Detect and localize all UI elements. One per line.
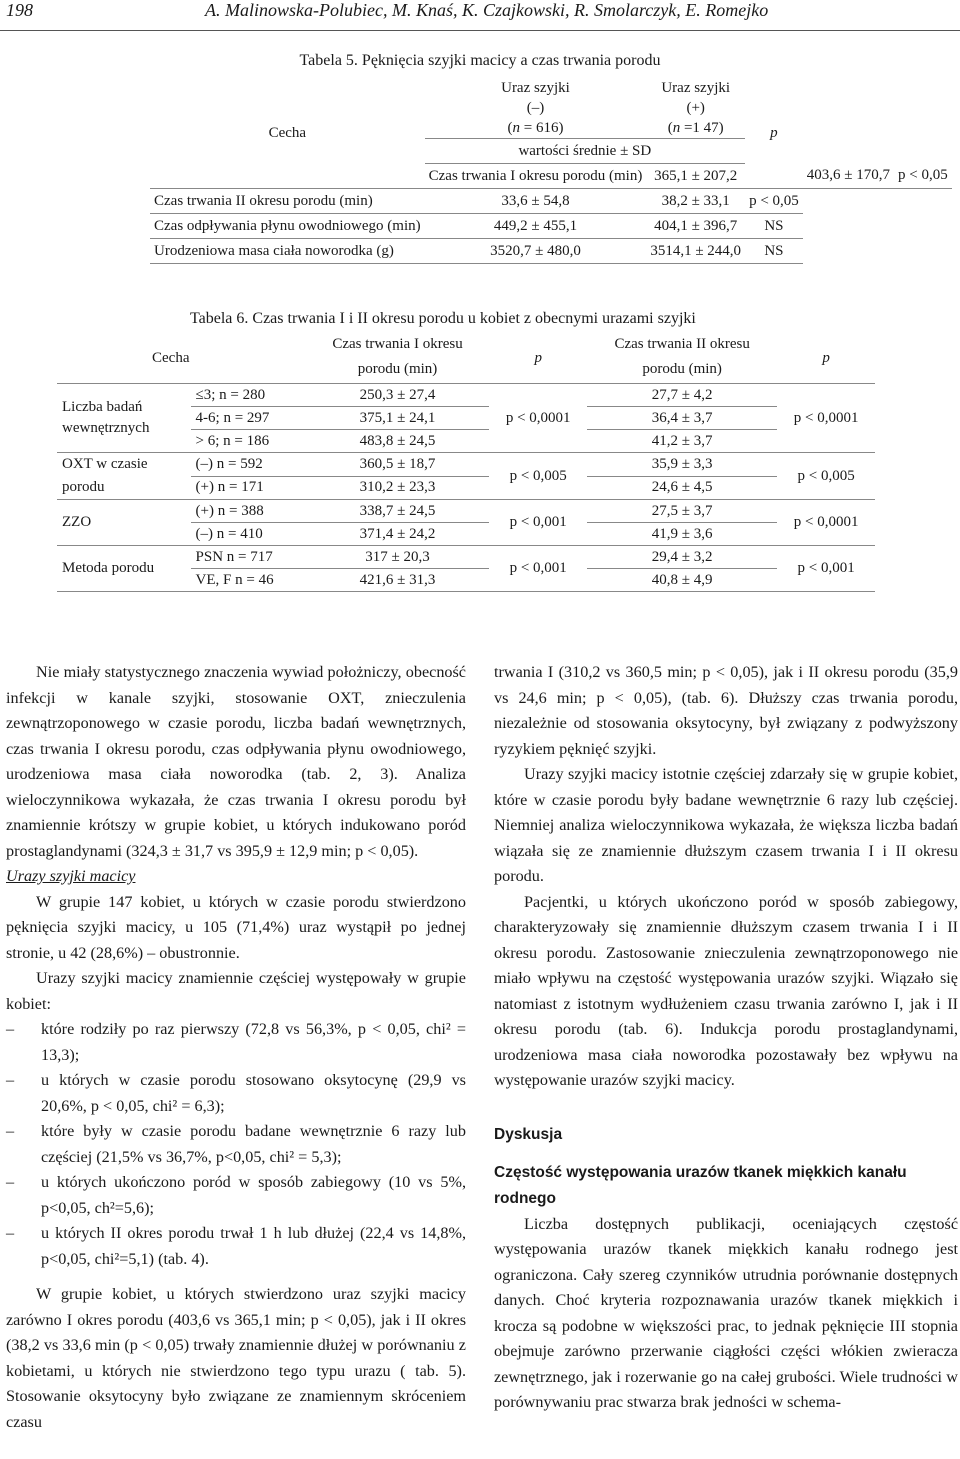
table6-group-label-line1: Liczba badań (62, 399, 143, 415)
table6-value2: 27,7 ± 4,2 (587, 384, 777, 407)
table6-value1: 483,8 ± 24,5 (306, 430, 490, 453)
list-item (6, 1170, 466, 1221)
table6-col2-header-line2: porodu (min) (587, 355, 777, 384)
table6-value2: 29,4 ± 3,2 (651, 548, 713, 565)
bullet-dash: – (6, 1122, 15, 1140)
table6-p2: p < 0,0001 (777, 500, 875, 546)
list-item-text: u których II okres porodu trwał 1 h lub dłużej (22,4 vs 14,8%, p<0,05, chi²=5,1) (tab. 4). (41, 1224, 466, 1268)
table5 (150, 78, 952, 264)
table6-subgroup: > 6; n = 186 (191, 430, 306, 453)
table6-p2-header (777, 333, 875, 384)
running-header-authors: A. Malinowska-Polubiec, M. Knaś, K. Czajkowski, R. Smolarczyk, E. Romejko (205, 0, 769, 20)
table5-row-label: Urodzeniowa masa ciała noworodka (g) (150, 239, 425, 264)
table6-group-label (57, 500, 191, 546)
table6-subgroup: 4-6; n = 297 (191, 407, 306, 430)
table5-cell-neg: 3520,7 ± 480,0 (425, 239, 647, 264)
table6-subgroup: VE, F n = 46 (191, 569, 306, 592)
table6-subgroup: PSN n = 717 (195, 548, 273, 565)
table5-pos-line1: Uraz szyjki (661, 80, 731, 96)
left-paragraph-3: Urazy szyjki macicy znamiennie częściej występowały w grupie kobiet: (6, 969, 466, 1013)
table6-value1: 310,2 ± 23,3 (306, 476, 490, 500)
table5-row-label: Czas trwania II okresu porodu (min) (150, 189, 425, 214)
table5-col-positive-header (646, 78, 745, 139)
table5-neg-n-value: = 616) (519, 120, 564, 136)
list-item-text: u których ukończono poród w sposób zabiegowy (10 vs 5%, p<0,05, ch²=5,6); (41, 1173, 466, 1217)
right-text-column (494, 660, 958, 1416)
table5-cecha-header: Cecha (150, 78, 425, 189)
table6-cecha-header: Cecha (57, 333, 306, 384)
left-paragraph-1: Nie miały statystycznego znaczenia wywiad położniczy, obecność infekcji w kanale szyjki, stosowanie OXT, znieczulenia zewnątrzoponowego w czasie porodu, liczba badań wewnętrznych, czas trwania I okresu porodu, czas odpływania płynu owodniowego, urodzeniowa masa ciała noworodka (tab. 2, 3). Analiza wieloczynnikowa wykazała, że czas trwania I okresu porodu był znamiennie krótszy w grupie kobiet, u których indukowano poród prostaglandynami (324,3 ± 31,7 vs 395,9 ± 12,9 min; p < 0,05). (6, 663, 466, 860)
table5-pos-n-label: n (672, 120, 681, 136)
table6-value1: 371,4 ± 24,2 (306, 523, 490, 546)
table6-header-row (57, 333, 875, 355)
table6-group-label (57, 453, 191, 500)
section-subheading: Urazy szyjki macicy (6, 867, 136, 885)
table5-p-symbol: p (770, 124, 778, 141)
table5-cell-p: p < 0,05 (894, 164, 952, 189)
list-item-text: u których w czasie porodu stosowano oksytocynę (29,9 vs 20,6%, p < 0,05, chi² = 6,3); (41, 1071, 466, 1115)
table6-p2: p < 0,0001 (777, 384, 875, 453)
table5-row-label: Czas odpływania płynu owodniowego (min) (150, 214, 425, 239)
table6-value2: 40,8 ± 4,9 (587, 569, 777, 592)
table5-cell-pos: 404,1 ± 396,7 (646, 214, 745, 239)
table5-neg-n: (n = 616) (507, 120, 564, 136)
table6-group-label-line2: wewnętrznych (62, 420, 150, 436)
table6-p1: p < 0,001 (489, 500, 587, 546)
section-heading-dyskusja: Dyskusja (494, 1125, 563, 1143)
table5-cell-neg: 449,2 ± 455,1 (425, 214, 647, 239)
right-paragraph-3: Pacjentki, u których ukończono poród w sposób zabiegowy, charakteryzowały się znamiennie dłuższym czasem trwania I i II okresu porodu. Zastosowanie znieczulenia zewnątrzoponowego nie miało wpływu na częstość występowania urazów szyjki. Wiązało się natomiast z istotnym wydłużeniem czasu trwania zarówno I, jak i II okresu porodu (tab. 6). Indukcja porodu prostaglandynami, urodzeniowa masa ciała noworodka pozostawały bez wpływu na występowanie urazów szyjki macicy. (494, 892, 958, 1089)
bullet-dash: – (6, 1020, 15, 1038)
list-item (6, 1017, 466, 1068)
table6-subgroup: ≤3; n = 280 (191, 384, 306, 407)
left-text-column (6, 660, 466, 1435)
table-row (150, 214, 952, 239)
table6-caption: Tabela 6. Czas trwania I i II okresu porodu u kobiet z obecnymi urazami szyjki (190, 310, 696, 327)
list-item (6, 1068, 466, 1119)
table-row (57, 384, 875, 407)
table6-value2: 27,5 ± 3,7 (651, 502, 713, 519)
section-heading-czestosc: Częstość występowania urazów tkanek miękkich kanału rodnego (494, 1163, 907, 1207)
table6-subgroup: (–) n = 410 (191, 523, 306, 546)
table6-col1-header-line2: porodu (min) (306, 355, 490, 384)
running-header (0, 0, 960, 30)
table6-group-label (57, 384, 191, 453)
table6-value1: 317 ± 20,3 (365, 548, 430, 565)
table6-value1: 338,7 ± 24,5 (359, 502, 436, 519)
table6-value1: 375,1 ± 24,1 (306, 407, 490, 430)
table6-p2-symbol: p (822, 349, 830, 366)
table6-value1: 421,6 ± 31,3 (306, 569, 490, 592)
table5-col-negative-header (425, 78, 647, 139)
table5-pos-n-value: =1 47) (680, 120, 724, 136)
table5-neg-n-label: n (512, 120, 520, 136)
table6-p1: p < 0,005 (489, 453, 587, 500)
bullet-dash: – (6, 1224, 15, 1242)
header-rule (0, 30, 960, 31)
table6-p1: p < 0,0001 (489, 384, 587, 453)
table5-caption: Tabela 5. Pęknięcia szyjki macicy a czas trwania porodu (299, 52, 661, 69)
page-number: 198 (6, 0, 33, 20)
list-item (6, 1221, 466, 1272)
table6-group-label-line1: Metoda porodu (62, 560, 155, 576)
table6-col1-header-line1: Czas trwania I okresu (332, 335, 463, 352)
table6-group-label-line2: porodu (62, 479, 105, 495)
table6-p1: p < 0,001 (489, 546, 587, 592)
table6-p1-symbol: p (534, 349, 542, 366)
table5-header-row (150, 78, 952, 139)
table5-neg-line1: Uraz szyjki (501, 80, 570, 96)
table5-cell-neg: 365,1 ± 207,2 (646, 164, 745, 189)
list-item-text: które były w czasie porodu badane wewnętrznie 6 razy lub częściej (21,5% vs 36,7%, p<0,05, chi² = 5,3); (41, 1122, 466, 1166)
table5-pos-line2: (+) (686, 100, 705, 116)
table5-cell-neg: 33,6 ± 54,8 (425, 189, 647, 214)
table5-cell-p: p < 0,05 (745, 189, 803, 214)
table6-subgroup: (+) n = 171 (191, 476, 306, 500)
table-row (150, 239, 952, 264)
table5-cell-pos: 3514,1 ± 244,0 (646, 239, 745, 264)
table6-group-label-line1: OXT w czasie (62, 456, 148, 472)
table-row (150, 189, 952, 214)
table6-group-label (57, 546, 191, 592)
table5-p-header (745, 78, 803, 189)
table6-p1-header (489, 333, 587, 384)
table6-value2: 41,9 ± 3,6 (587, 523, 777, 546)
table6-p2: p < 0,001 (777, 546, 875, 592)
table5-pos-n: (n =1 47) (667, 120, 724, 136)
bullet-dash: – (6, 1173, 15, 1191)
table5-cell-p: NS (745, 239, 803, 264)
table6-value1: 250,3 ± 27,4 (306, 384, 490, 407)
table5-cell-pos: 38,2 ± 33,1 (646, 189, 745, 214)
table5-cell-pos: 403,6 ± 170,7 (803, 164, 894, 189)
table5-neg-line2: (–) (526, 100, 545, 116)
table6-value2: 24,6 ± 4,5 (587, 476, 777, 500)
right-paragraph-2: Urazy szyjki macicy istotnie częściej zdarzały się w grupie kobiet, które w czasie porodu były badane wewnętrznie 6 razy lub częściej. Niemniej analiza wieloczynnikowa wykazała, że większa liczba badań wiązała się ze znamiennie dłuższym czasem trwania I i II okresu porodu. (494, 765, 958, 885)
list-item-text: które rodziły po raz pierwszy (72,8 vs 56,3%, p < 0,05, chi² = 13,3); (41, 1020, 466, 1064)
left-paragraph-4: W grupie kobiet, u których stwierdzono uraz szyjki macicy zarówno I okres porodu (403,6 vs 365,1 min; p < 0,05), jak i II okres (38,2 vs 33,6 min (p < 0,05) trwały znamiennie dłużej w porównaniu z kobietami, u których nie stwierdzono tego typu urazu ( tab. 5). Stosowanie oksytocyny było związane ze znamiennym skróceniem czasu (6, 1285, 466, 1431)
table6-subgroup: (–) n = 592 (195, 455, 263, 472)
bullet-dash: – (6, 1071, 15, 1089)
list-item (6, 1119, 466, 1170)
table-row (57, 453, 875, 477)
table6-subgroup: (+) n = 388 (195, 502, 264, 519)
table-row (57, 500, 875, 523)
right-paragraph-1: trwania I (310,2 vs 360,5 min; p < 0,05), jak i II okresu porodu (35,9 vs 24,6 min; p < 0,05), (tab. 6). Dłuższy czas trwania porodu, niezależnie od stosowania oksytocyny, był związany z podwyższony ryzykiem pęknięć szyjki. (494, 663, 958, 758)
table6-col2-header-line1: Czas trwania II okresu (614, 335, 750, 352)
left-paragraph-2: W grupie 147 kobiet, u których w czasie porodu stwierdzono pęknięcia szyjki macicy, u 105 (71,4%) uraz wystąpił po jednej stronie, u 42 (28,6%) – obustronnie. (6, 892, 466, 962)
table6-p2: p < 0,005 (777, 453, 875, 500)
table6-value2: 41,2 ± 3,7 (587, 430, 777, 453)
table6-value2: 36,4 ± 3,7 (587, 407, 777, 430)
table5-row-label: Czas trwania I okresu porodu (min) (425, 164, 647, 189)
right-paragraph-4: Liczba dostępnych publikacji, oceniających częstość występowania urazów tkanek miękkich kanału rodnego jest ograniczona. Cały szereg czynników utrudnia porównanie dostępnych danych. Choć kryteria rozpoznawania urazów tkanek miękkich i krocza są podobne w większości prac, to jednak pęknięcie III stopnia obejmuje zarówno przerwanie ciągłości części włókien zwieracza zewnętrznego, jak i rozerwanie go na całej grubości. Wiele trudności w porównywaniu prac stwarza brak jedności w schema- (494, 1214, 958, 1411)
table6-value2: 35,9 ± 3,3 (651, 455, 713, 472)
table6-value1: 360,5 ± 18,7 (359, 455, 436, 472)
table6-group-label-line1: ZZO (62, 514, 92, 530)
table6 (57, 333, 875, 592)
table-row (57, 546, 875, 569)
table5-subheader: wartości średnie ± SD (425, 139, 745, 164)
table5-cell-p: NS (745, 214, 803, 239)
